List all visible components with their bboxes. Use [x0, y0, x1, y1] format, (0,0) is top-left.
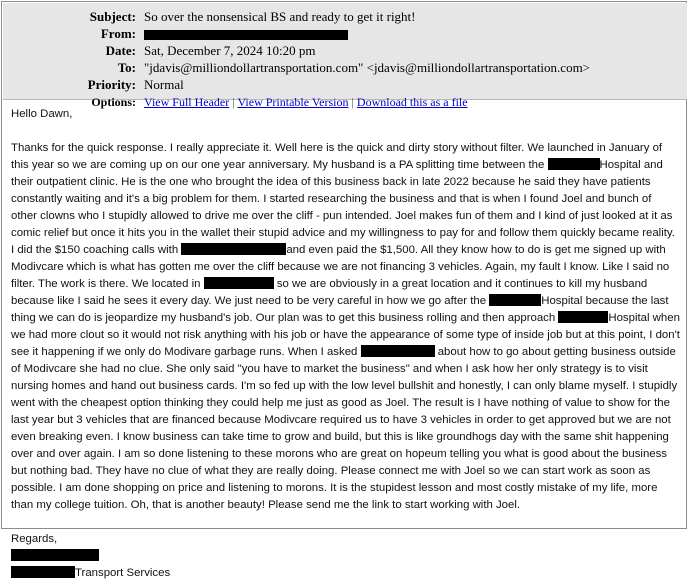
subject-label: Subject:	[89, 9, 136, 24]
download-file-link[interactable]: Download this as a file	[356, 95, 468, 109]
email-header	[3, 3, 687, 109]
redaction-bar	[204, 277, 274, 289]
greeting: Hello Dawn,	[11, 108, 73, 120]
message-text: and even paid the $1,500. All they know how to do is get me signed up with Modivcare which is what has gotten me over the cliff because we are not financing 3 vehicles. Again, my fault I know. Like I said no filter. The work is there. We located in	[11, 244, 670, 290]
from-row	[3, 26, 687, 42]
subject-row	[3, 9, 687, 25]
options-label: Options:	[91, 95, 136, 109]
priority-label: Priority:	[87, 77, 136, 92]
view-full-header-link[interactable]: View Full Header	[144, 95, 230, 109]
signature-company	[11, 565, 680, 582]
date-row	[3, 43, 687, 59]
message-text: so we are obviously in a great location and it continues to kill my husband because like I said he sees it every day. We just need to be very careful in how we go after the	[11, 278, 648, 307]
redaction-bar	[548, 158, 600, 170]
view-printable-version-link[interactable]: View Printable Version	[237, 95, 349, 109]
priority-row	[3, 77, 687, 93]
date-label: Date:	[105, 43, 136, 58]
message-body	[3, 106, 687, 579]
closing: Regards,	[11, 533, 58, 545]
to-value: "jdavis@milliondollartransportation.com" <jdavis@milliondollartransportation.com>	[144, 60, 591, 75]
link-separator: |	[232, 95, 235, 109]
message-text: Hospital when we had more clout so it would not risk anything with his job or have the appearance of some type of inside job but at this point, I don't see it happening if we only do Modivare garbage runs. When I asked	[11, 312, 680, 358]
email-frame	[1, 1, 687, 579]
signature-suffix: Transport Services	[75, 567, 171, 579]
from-value	[144, 26, 348, 42]
redaction-bar	[558, 311, 608, 323]
date-value: Sat, December 7, 2024 10:20 pm	[144, 43, 316, 58]
message-text: about how to go about getting business outside of Modivcare she had no clue. She only said "you have to market the business" and when I ask how her only strategy is to visit nursing homes and hand out business cards. I'm so fed up with the low level bullshit and honestly, I can only blame myself. I stupidly went with the cheapest option thinking they could help me just as good as Joel. The result is I have nothing of value to show for the last year but 3 vehicles that are financed because Modivcare required us to have 3 vehicles in order to get approved but we are not even breaking even. I know business can take time to grow and build, but this is like groundhogs day with the same shit happening over and over again. I am so done listening to these morons who are great on hopeum telling you what is good about the business but nothing bad. They have no clue of what they are really doing. Please connect me with Joel so we can start work as soon as possible. I am done shopping on price and listening to morons. It is the stupidest lesson and most costly mistake of my life, more than my college tuition. Oh, that is another beauty! Please send me the link to start working with Joel.	[11, 346, 678, 511]
redaction-bar	[144, 30, 348, 40]
signature-name	[11, 548, 680, 565]
from-label: From:	[100, 26, 136, 41]
message-text: Hospital because the last thing we can do is jeopardize my husband's job. Our plan was to get this business rolling and then approach	[11, 295, 669, 324]
redaction-bar	[11, 566, 75, 578]
to-row	[3, 60, 687, 76]
subject-value: So over the nonsensical BS and ready to get it right!	[144, 9, 416, 24]
link-separator: |	[351, 95, 354, 109]
redaction-bar	[361, 345, 435, 357]
redaction-bar	[181, 243, 286, 255]
priority-value: Normal	[144, 77, 184, 92]
to-label: To:	[117, 60, 136, 75]
message-text: Hospital and their outpatient clinic. He is the one who brought the idea of this business back in late 2022 because he said they have patients constantly waiting and it's a big problem for them. I started researching the business and that is when I found Joel and bunch of other clowns who I stupidly allowed to drive me over the cliff - pun intended. Joel makes fun of them and I kind of just looked at it as comic relief but once it hits you in the wallet their stupid advice and my willingness to pay for and follow them quickly became reality. I did the $150 coaching calls with	[11, 159, 675, 256]
redaction-bar	[489, 294, 541, 306]
message-text: Thanks for the quick response. I really appreciate it. Well here is the quick and dirty story without filter. We launched in January of this year so we are coming up on our one year anniversary. My husband is a PA splitting time between the	[11, 142, 663, 171]
redaction-bar	[11, 549, 99, 561]
message-paragraph	[11, 140, 680, 514]
